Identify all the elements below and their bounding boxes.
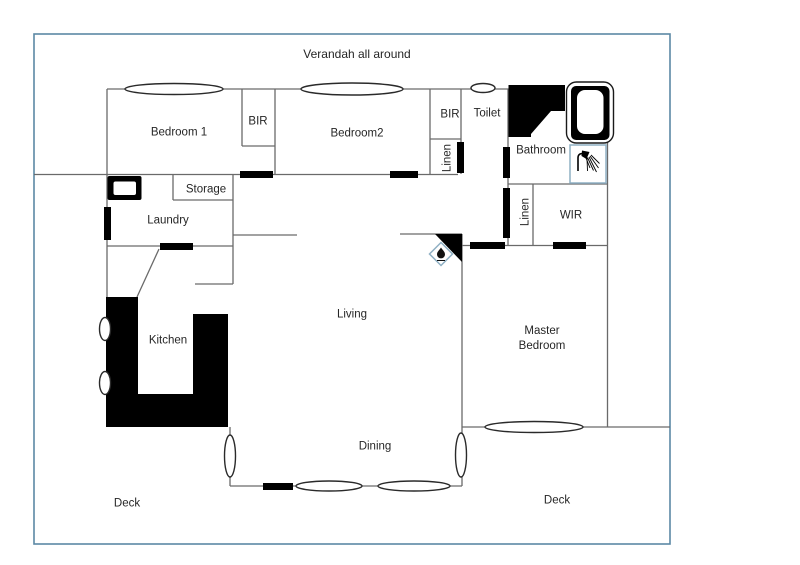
window-toilet bbox=[471, 84, 495, 93]
kitchen-bench bbox=[106, 297, 228, 427]
window-kitchen-1 bbox=[100, 318, 111, 341]
room-label-linen1: Linen bbox=[441, 143, 454, 173]
room-label-toilet: Toilet bbox=[473, 107, 501, 120]
room-label-bedroom2: Bedroom2 bbox=[330, 127, 384, 140]
room-label-dining: Dining bbox=[358, 440, 392, 453]
room-label-master-bedroom bbox=[519, 324, 566, 354]
bathtub-basin bbox=[577, 90, 604, 134]
room-label-bir2: BIR bbox=[440, 108, 460, 121]
room-label-laundry: Laundry bbox=[147, 214, 189, 227]
door-marker-linen2 bbox=[503, 188, 510, 238]
shower-cubicle bbox=[570, 145, 606, 183]
wall-laundry-kitchen-diagonal bbox=[137, 249, 159, 297]
door-marker-laundry bbox=[160, 243, 193, 250]
room-label-storage: Storage bbox=[185, 183, 227, 196]
room-label-living: Living bbox=[336, 308, 368, 321]
window-dining-right bbox=[456, 433, 467, 477]
door-marker-wir bbox=[553, 242, 586, 249]
room-label-bir1: BIR bbox=[248, 115, 268, 128]
door-marker-bedroom2 bbox=[390, 171, 418, 178]
door-marker-master bbox=[470, 242, 505, 249]
room-label-bathroom: Bathroom bbox=[516, 144, 566, 157]
room-label-deck-left: Deck bbox=[113, 497, 141, 510]
window-dining-left bbox=[225, 435, 236, 477]
kitchen-bench-right bbox=[193, 314, 228, 427]
window-dining-1 bbox=[296, 481, 362, 491]
master-line2: Bedroom bbox=[518, 340, 566, 352]
room-label-linen2: Linen bbox=[519, 197, 532, 227]
window-bedroom1 bbox=[125, 84, 223, 95]
bathtub bbox=[567, 82, 614, 143]
window-bedroom2 bbox=[301, 83, 403, 95]
window-kitchen-2 bbox=[100, 372, 111, 395]
bathroom-wall-block bbox=[509, 85, 566, 137]
window-marker-laundry-wall bbox=[104, 207, 111, 240]
corner-fireplace bbox=[430, 234, 463, 266]
door-marker-dining bbox=[263, 483, 293, 490]
window-dining-2 bbox=[378, 481, 450, 491]
window-master bbox=[485, 422, 583, 433]
room-label-deck-right: Deck bbox=[543, 494, 571, 507]
windows bbox=[100, 83, 584, 491]
door-marker-linen1 bbox=[457, 142, 464, 173]
laundry-tub bbox=[108, 176, 142, 200]
room-label-wir: WIR bbox=[559, 209, 583, 222]
laundry-tub-inner bbox=[114, 182, 137, 196]
door-marker-bathroom bbox=[503, 147, 510, 178]
room-label-bedroom1: Bedroom 1 bbox=[150, 126, 208, 139]
master-line1: Master bbox=[524, 325, 560, 337]
room-label-kitchen: Kitchen bbox=[148, 334, 188, 347]
door-marker-bedroom1 bbox=[240, 171, 273, 178]
verandah-label: Verandah all around bbox=[303, 47, 411, 61]
